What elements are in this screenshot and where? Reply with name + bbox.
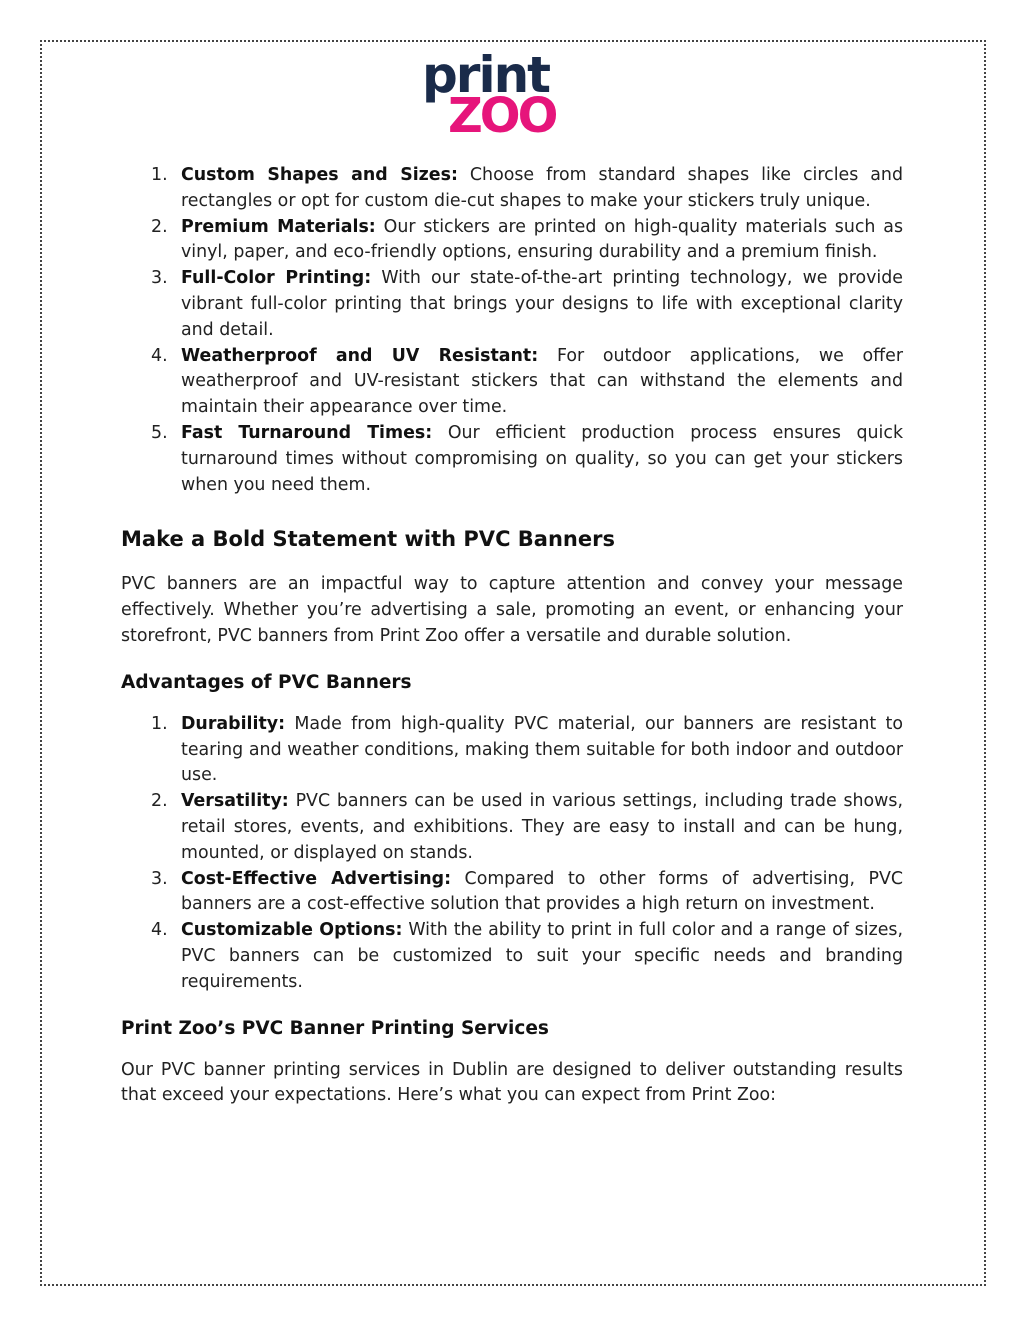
- list-item-text: Made from high-quality PVC material, our banners are resistant to tearing and weather conditions, making them suitable for both indoor and outdoor use.: [181, 713, 903, 786]
- list-item-label: Versatility:: [181, 791, 289, 812]
- list-item-text: With the ability to print in full color and a range of sizes, PVC banners can be customized to suit your specific needs and branding requirements.: [181, 920, 904, 992]
- list-number: 1.: [151, 713, 168, 734]
- list-item-text: Choose from standard shapes like circles and rectangles or opt for custom die-cut shapes to make your stickers truly unique.: [181, 165, 903, 211]
- print-zoo-logo: [418, 46, 568, 144]
- list-item-label: Weatherproof and UV Resistant:: [181, 345, 539, 366]
- list-item: [121, 421, 903, 498]
- list-item-text: For outdoor applications, we offer weatherproof and UV-resistant stickers that can withstand the elements and maintain their appearance over time.: [181, 345, 904, 418]
- list-item: [121, 163, 903, 215]
- list-item-label: Custom Shapes and Sizes:: [181, 165, 458, 185]
- list-item-label: Premium Materials:: [181, 216, 376, 237]
- list-number: 5.: [151, 422, 168, 443]
- section-heading-printing-services: Print Zoo’s PVC Banner Printing Services: [121, 1017, 549, 1039]
- list-item-label: Full-Color Printing:: [181, 268, 372, 289]
- list-item-text: Our stickers are printed on high-quality materials such as vinyl, paper, and eco-friendly options, ensuring durability and a premium finish.: [181, 216, 903, 263]
- list-item-text: With our state-of-the-art printing technology, we provide vibrant full-color printing that brings your designs to life with exceptional clarity and detail.: [181, 268, 903, 340]
- list-number: 1.: [151, 165, 168, 185]
- list-item-label: Cost-Effective Advertising:: [181, 868, 452, 889]
- list-number: 2.: [151, 216, 168, 237]
- list-item: [121, 867, 903, 919]
- list-item: [121, 266, 903, 343]
- list-number: 2.: [151, 791, 168, 812]
- list-item-label: Customizable Options:: [181, 920, 403, 941]
- list-item: [121, 215, 903, 267]
- advantages-list: [121, 712, 903, 996]
- list-number: 4.: [151, 345, 168, 366]
- list-item: [121, 918, 903, 995]
- section-heading-advantages: Advantages of PVC Banners: [121, 671, 412, 693]
- list-item-text: PVC banners can be used in various settings, including trade shows, retail stores, events, and exhibitions. They are easy to install and can be hung, mounted, or displayed on stands.: [181, 791, 903, 863]
- list-item-label: Durability:: [181, 713, 286, 734]
- list-number: 3.: [151, 268, 168, 289]
- document-body: [121, 163, 903, 1109]
- list-item: [121, 712, 903, 789]
- list-item-label: Fast Turnaround Times:: [181, 422, 433, 443]
- section-paragraph-pvc-banners: PVC banners are an impactful way to capture attention and convey your message effectively. Whether you’re advertising a sale, promoting an event, or enhancing your storefront, PVC banners from Print Zoo offer a versatile and durable solution.: [121, 574, 903, 646]
- list-number: 3.: [151, 868, 168, 889]
- section-heading-pvc-banners: Make a Bold Statement with PVC Banners: [121, 527, 615, 552]
- list-item: [121, 344, 903, 421]
- sticker-features-list: [121, 163, 903, 498]
- section-paragraph-printing-services: Our PVC banner printing services in Dublin are designed to deliver outstanding results that exceed your expectations. Here’s what you can expect from Print Zoo:: [121, 1059, 903, 1106]
- list-item: [121, 789, 903, 866]
- list-item-text: Our efficient production process ensures quick turnaround times without compromising on quality, so you can get your stickers when you need them.: [181, 422, 904, 495]
- list-item-text: Compared to other forms of advertising, PVC banners are a cost-effective solution that provides a high return on investment.: [181, 868, 903, 915]
- logo-word-zoo: ZOO: [448, 88, 556, 144]
- list-number: 4.: [151, 920, 168, 941]
- logo-word-print: print: [422, 46, 550, 104]
